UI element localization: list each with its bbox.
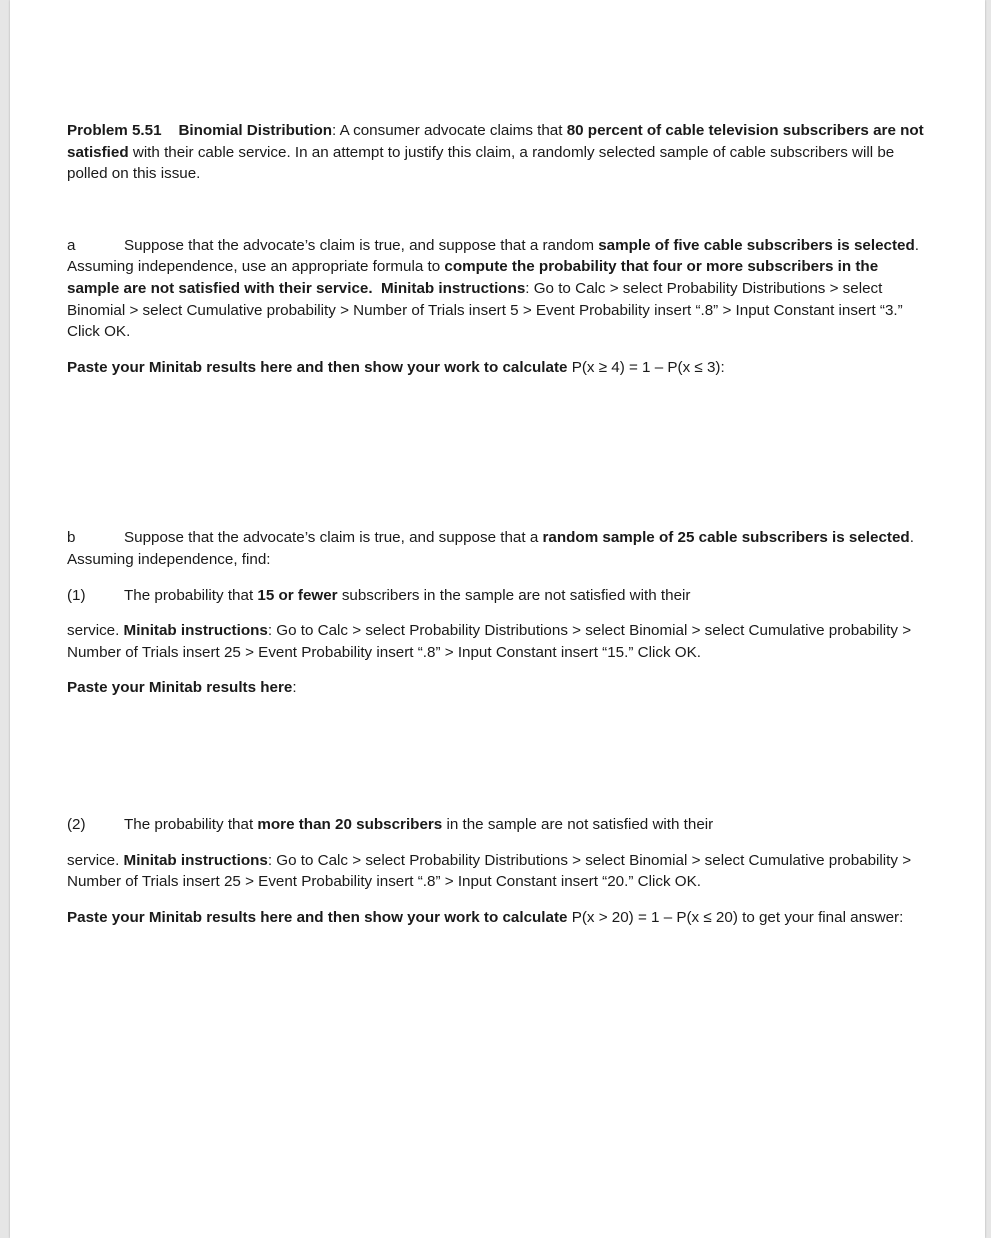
part-b2-text-3: service.	[67, 851, 124, 869]
part-b2-instructions	[67, 850, 929, 893]
part-b2-text-1: The probability that	[124, 815, 258, 833]
part-b2-minitab-label: Minitab instructions	[123, 851, 268, 869]
part-b1-paste-prompt	[67, 677, 929, 699]
part-b1-instructions-text: : Go to Calc > select Probability Distributions > select Binomial > select Cumulative probability > Number of Trials insert 25 > Event Probability insert “.8” > Input Constant insert “15.” Click OK.	[67, 622, 912, 661]
part-b2-text-2: in the sample are not satisfied with their	[442, 815, 714, 833]
part-a-paste-bold: Paste your Minitab results here and then show your work to calculate	[67, 358, 568, 376]
part-b2-label: (2)	[67, 815, 86, 833]
part-b1-paste-bold: Paste your Minitab results here	[67, 679, 293, 697]
part-a-text-1: Suppose that the advocate’s claim is true, and suppose that a random	[124, 236, 599, 254]
part-b1-label: (1)	[67, 586, 86, 604]
intro-text-2: with their cable service. In an attempt to justify this claim, a randomly selected sample of cable subscribers will be polled on this issue.	[67, 143, 895, 183]
part-a-paste-prompt	[67, 357, 929, 379]
part-b2-paste-prompt	[67, 907, 929, 929]
part-b2-bold-1: more than 20 subscribers	[257, 815, 443, 833]
part-a-text-2: . Assuming independence, use an appropriate formula to	[67, 236, 919, 276]
part-a-label: a	[67, 236, 76, 254]
part-b2-question	[67, 814, 929, 836]
part-b1-paste-tail: :	[292, 679, 297, 697]
part-b-text-2: . Assuming independence, find:	[67, 529, 914, 568]
document-body	[67, 120, 929, 928]
part-b2-formula: P(x > 20) = 1 – P(x ≤ 20) to get your final answer:	[567, 908, 904, 926]
problem-number: Problem 5.51	[67, 122, 162, 139]
problem-topic: Binomial Distribution	[178, 122, 332, 139]
intro-claim: 80 percent of cable television subscribers are not satisfied	[67, 122, 924, 161]
part-b-label: b	[67, 529, 76, 547]
part-b1-question	[67, 585, 929, 607]
part-b1-minitab-label: Minitab instructions	[123, 622, 268, 640]
part-a-instructions: : Go to Calc > select Probability Distributions > select Binomial > select Cumulative probability > Number of Trials insert 5 > Event Probability insert “.8” > Input Constant insert “3.” Click OK.	[67, 279, 903, 341]
part-a-bold-1: sample of five cable subscribers is selected	[598, 236, 915, 254]
part-b2-paste-bold: Paste your Minitab results here and then show your work to calculate	[67, 908, 568, 926]
part-b-bold-1: random sample of 25 cable subscribers is selected	[542, 529, 910, 547]
part-a-bold-2: compute the probability that four or more subscribers in the sample are not satisfied with their service.	[67, 258, 879, 297]
part-b1-bold-1: 15 or fewer	[257, 586, 338, 604]
part-b1-text-3: service.	[67, 622, 124, 640]
part-b1-instructions	[67, 620, 929, 663]
part-a-question	[67, 235, 929, 343]
intro-text: : A consumer advocate claims that	[332, 122, 567, 139]
part-b1-text-1: The probability that	[124, 586, 258, 604]
part-b2-instructions-text: : Go to Calc > select Probability Distributions > select Binomial > select Cumulative probability > Number of Trials insert 25 > Event Probability insert “.8” > Input Constant insert “20.” Click OK.	[67, 851, 912, 891]
part-a-text-3	[373, 280, 381, 297]
part-b-text-1: Suppose that the advocate’s claim is true, and suppose that a	[124, 529, 543, 547]
part-b-question	[67, 527, 929, 570]
part-a-minitab-label: Minitab instructions	[381, 279, 526, 297]
document-page	[10, 0, 985, 1238]
part-a-formula: P(x ≥ 4) = 1 – P(x ≤ 3):	[567, 358, 725, 376]
part-b1-text-2: subscribers in the sample are not satisfied with their	[337, 586, 691, 604]
problem-intro	[67, 120, 929, 185]
